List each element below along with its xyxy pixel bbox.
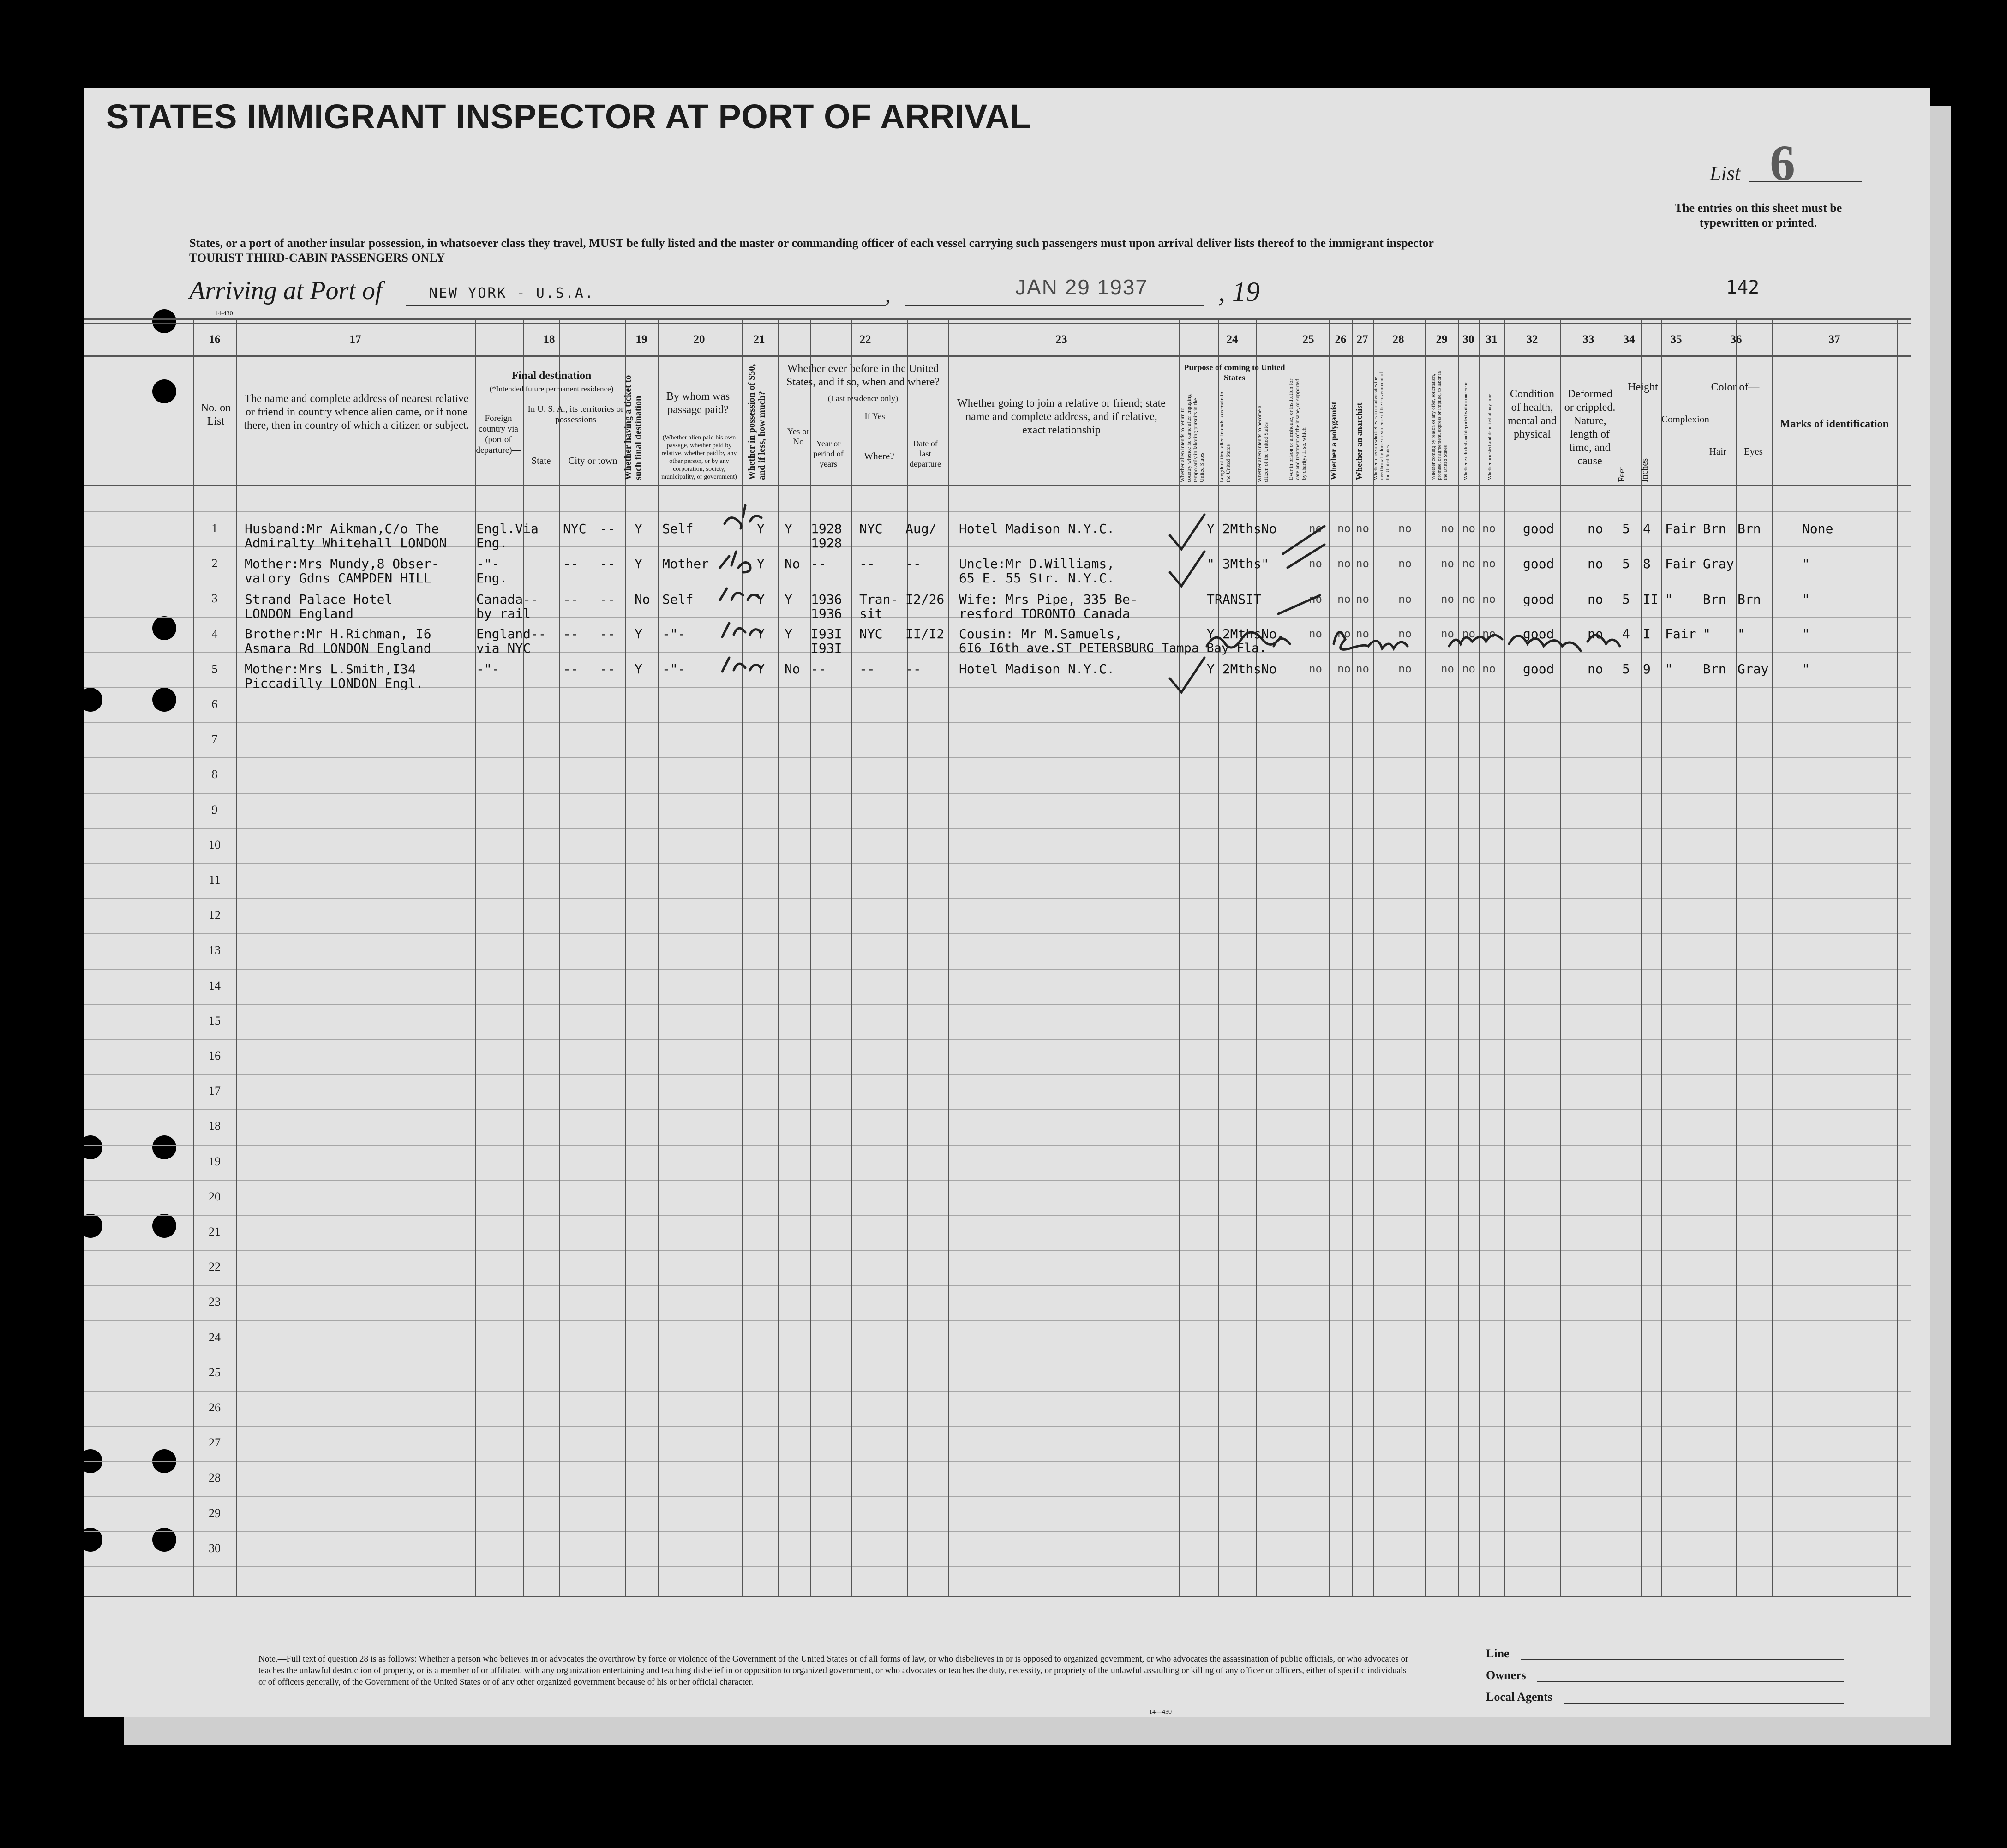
- header-feet: Feet: [1617, 466, 1627, 482]
- entries-note: The entries on this sheet must be typewritten or printed.: [1674, 201, 1842, 229]
- port-label: Arriving at Port of: [189, 276, 383, 305]
- q29-cell: no: [1441, 627, 1454, 640]
- foreign-country-line-2: Eng.: [476, 570, 508, 586]
- condition-cell: good: [1523, 556, 1554, 571]
- column-number: 18: [543, 333, 555, 346]
- header-no-on-list: No. on List: [200, 402, 231, 427]
- header-purpose: Purpose of coming to United States: [1184, 363, 1285, 382]
- row-number: 30: [209, 1542, 221, 1555]
- ticket-cell: No: [635, 592, 650, 607]
- ticket-cell: Y: [635, 521, 642, 536]
- state-cell: --: [563, 592, 579, 607]
- row-number: 10: [209, 838, 221, 852]
- passage-cell: Mother: [662, 556, 709, 571]
- year-cell-line-2: I93I: [811, 641, 842, 656]
- header-purpose-length: Length of time alien intends to remain in the United States: [1218, 391, 1231, 482]
- departure-cell: --: [905, 661, 921, 677]
- ticket-cell: Y: [635, 626, 642, 642]
- row-number: 9: [211, 803, 218, 816]
- relative-line-2: LONDON England: [245, 606, 354, 621]
- feet-cell: 5: [1622, 521, 1630, 536]
- column-number: 23: [1055, 333, 1067, 346]
- q29-cell: no: [1441, 593, 1454, 606]
- check-mark: [1170, 552, 1204, 586]
- header-prison: Ever in prison or almshouse, or institution for care and treatment of the insane, or supported by charity? If so, which: [1288, 378, 1307, 480]
- handwritten-address: [1588, 635, 1620, 646]
- deformed-cell: no: [1588, 661, 1603, 677]
- state-cell: NYC: [563, 521, 587, 536]
- q30-cell: no: [1462, 627, 1475, 640]
- purpose-cell: " 3Mths": [1207, 556, 1269, 571]
- header-eyes: Eyes: [1744, 446, 1763, 457]
- handwritten-address: [1449, 635, 1581, 651]
- fifty-cell: Y: [757, 661, 765, 677]
- q31-cell: no: [1482, 522, 1496, 535]
- year-cell: --: [811, 661, 827, 677]
- row-number: 24: [209, 1331, 221, 1344]
- row-number: 23: [209, 1295, 221, 1308]
- column-number: 25: [1302, 333, 1314, 346]
- join-line-2: 6I6 I6th ave.ST PETERSBURG Tampa Bay Fla.: [959, 641, 1267, 655]
- inches-cell: 9: [1643, 661, 1651, 677]
- condition-cell: good: [1523, 626, 1554, 642]
- check-mark: [1170, 658, 1204, 692]
- q31-cell: no: [1482, 627, 1496, 640]
- q27-cell: no: [1356, 662, 1369, 675]
- header-city: City or town: [568, 455, 617, 466]
- header-question-31: Whether arrested and deported at any time: [1487, 394, 1492, 480]
- header-relative: The name and complete address of nearest relative or friend in country whence alien came, or if none there, then in country of which a citizen or subject.: [244, 393, 469, 432]
- deformed-cell: no: [1588, 592, 1603, 607]
- complexion-cell: Fair: [1665, 521, 1696, 536]
- q27-cell: no: [1356, 522, 1369, 535]
- inches-cell: I: [1643, 626, 1651, 642]
- join-line-1: Wife: Mrs Pipe, 335 Be-: [959, 592, 1138, 607]
- header-before-note: (Last residence only): [828, 394, 898, 403]
- fifty-cell: Y: [757, 626, 765, 642]
- q25-cell: no: [1309, 662, 1322, 675]
- header-foreign-country: Foreign country via (port of departure)—: [476, 414, 521, 455]
- before-yes-no-cell: No: [785, 556, 800, 571]
- relative-line-2: Asmara Rd LONDON England: [245, 641, 431, 656]
- inches-cell: 4: [1643, 521, 1651, 536]
- foreign-country: -"-: [476, 556, 500, 571]
- hair-cell: Brn: [1703, 521, 1726, 536]
- where-cell: NYC: [859, 521, 883, 536]
- row-number: 13: [209, 943, 221, 957]
- join-line-1: Hotel Madison N.Y.C.: [959, 661, 1115, 677]
- owners-underline: [1537, 1681, 1844, 1682]
- q28-cell: no: [1398, 627, 1412, 640]
- column-number: 27: [1356, 333, 1368, 346]
- marks-cell: ": [1802, 661, 1810, 677]
- header-question-29: Whether coming by reason of any offer, solicitation, promise, or agreement, express or implied, to labor in the United States: [1431, 371, 1448, 480]
- column-number: 29: [1436, 333, 1448, 346]
- year-cell-line-2: 1928: [811, 535, 842, 551]
- column-number: 22: [859, 333, 871, 346]
- condition-cell: good: [1523, 521, 1554, 536]
- departure-cell: --: [905, 556, 921, 571]
- header-if-yes: If Yes—: [864, 412, 894, 421]
- footnote-question-28: Note.—Full text of question 28 is as follows: Whether a person who believes in or advocates the overthrow by force or violence of the Government of the United States or of all forms of law, or who disbelieves in or is opposed to organized government, or who advocates the assassination of public officials, or who advocates or teaches the unlawful destruction of property, or is a member of or affiliated with any organization entertaining and teaching disbelief in or opposition to organized government, or who advocates or teaches the duty, necessity, or propriety of the unlawful assaulting or killing of any officer or officers, either of specific individuals or of officers generally, of the Government of the United States or of any other organized government because of his or her official character.: [258, 1654, 1408, 1687]
- column-number: 35: [1670, 333, 1682, 346]
- q25-cell: no: [1309, 593, 1322, 606]
- q28-cell: no: [1398, 522, 1412, 535]
- before-yes-no-cell: No: [785, 661, 800, 677]
- deformed-cell: no: [1588, 556, 1603, 571]
- foreign-country-line-2: Eng.: [476, 535, 508, 551]
- join-line-2: 65 E. 55 Str. N.Y.C.: [959, 570, 1115, 586]
- row-number: 4: [211, 627, 218, 641]
- relative-line-1: Mother:Mrs Mundy,8 Obser-: [245, 556, 439, 571]
- city-cell: --: [600, 556, 616, 571]
- q25-cell: no: [1309, 557, 1322, 570]
- pen-mark: [720, 588, 759, 600]
- subtitle: States, or a port of another insular possession, in whatsoever class they travel, MUST be fully listed and the master or commanding officer of each vessel carrying such passengers must upon arrival deliver lists thereof to the immigrant inspector: [189, 236, 1434, 250]
- header-inches: Inches: [1640, 458, 1650, 482]
- q28-cell: no: [1398, 593, 1412, 606]
- row-number: 25: [209, 1366, 221, 1379]
- row-number: 21: [209, 1225, 221, 1238]
- page-number: 142: [1726, 277, 1760, 298]
- relative-line-1: Brother:Mr H.Richman, I6: [245, 626, 431, 642]
- marks-cell: None: [1802, 521, 1833, 536]
- relative-line-2: Piccadilly LONDON Engl.: [245, 676, 424, 691]
- header-passage: By whom was passage paid?: [666, 390, 730, 416]
- local-agents-underline: [1564, 1703, 1844, 1704]
- row-number: 1: [211, 522, 218, 535]
- feet-cell: 5: [1622, 556, 1630, 571]
- where-cell-line-2: sit: [859, 606, 883, 621]
- inches-cell: II: [1643, 592, 1659, 607]
- where-cell: NYC: [859, 626, 883, 642]
- header-yes-no: Yes or No: [787, 427, 810, 447]
- row-number: 16: [209, 1049, 221, 1062]
- hair-cell: ": [1703, 626, 1711, 642]
- feet-cell: 5: [1622, 661, 1630, 677]
- q31-cell: no: [1482, 662, 1496, 675]
- departure-cell: I2/26: [905, 592, 945, 607]
- row-number: 7: [211, 732, 218, 746]
- q30-cell: no: [1462, 593, 1475, 606]
- strike-mark: [1278, 526, 1324, 614]
- header-purpose-return: Whether alien intends to return to country whence he came after engaging temporarily in laboring pursuits in the United States: [1179, 394, 1205, 482]
- foreign-country-line-2: via NYC: [476, 641, 531, 656]
- relative-line-1: Husband:Mr Aikman,C/o The: [245, 521, 439, 536]
- passage-cell: -"-: [662, 626, 686, 642]
- pen-mark: [722, 623, 761, 637]
- passage-cell: Self: [662, 521, 694, 536]
- q29-cell: no: [1441, 662, 1454, 675]
- header-year-period: Year or period of years: [813, 439, 844, 468]
- q26-cell: no: [1337, 627, 1351, 640]
- where-cell: --: [859, 661, 875, 677]
- check-mark: [1170, 515, 1204, 549]
- relative-line-1: Mother:Mrs L.Smith,I34: [245, 661, 416, 677]
- header-condition: Condition of health, mental and physical: [1508, 388, 1557, 440]
- header-color-of: Color of—: [1711, 381, 1760, 393]
- q26-cell: no: [1337, 557, 1351, 570]
- ticket-cell: Y: [635, 661, 642, 677]
- hair-cell: Brn: [1703, 592, 1726, 607]
- header-passage-note: (Whether alien paid his own passage, whether paid by relative, whether paid by any other person, or by any corporation, society, municipality, or government): [661, 434, 737, 480]
- purpose-cell: Y 2MthsNo: [1207, 661, 1277, 677]
- hair-cell: Brn: [1703, 661, 1726, 677]
- year-prefix: , 19: [1218, 276, 1260, 307]
- footer-form-number: 14—430: [1149, 1709, 1172, 1716]
- header-before-us: Whether ever before in the United States, and if so, when and where?: [786, 363, 940, 388]
- inches-cell: 8: [1643, 556, 1651, 571]
- q25-cell: no: [1309, 522, 1322, 535]
- eyes-cell: Gray: [1737, 661, 1769, 677]
- join-line-1: Hotel Madison N.Y.C.: [959, 521, 1115, 536]
- header-anarchist: Whether an anarchist: [1354, 402, 1364, 480]
- purpose-cell: TRANSIT: [1207, 592, 1262, 607]
- column-number: 33: [1582, 333, 1594, 346]
- q29-cell: no: [1441, 557, 1454, 570]
- row-number: 14: [209, 979, 221, 992]
- row-number: 26: [209, 1401, 221, 1414]
- departure-cell: II/I2: [905, 626, 945, 642]
- page-title: STATES IMMIGRANT INSPECTOR AT PORT OF ARRIVAL: [106, 97, 1031, 136]
- q30-cell: no: [1462, 557, 1475, 570]
- ticket-cell: Y: [635, 556, 642, 571]
- header-complexion: Complexion: [1661, 414, 1709, 425]
- foreign-country: -"-: [476, 661, 500, 677]
- row-number: 18: [209, 1119, 221, 1133]
- q27-cell: no: [1356, 593, 1369, 606]
- column-number: 21: [753, 333, 765, 346]
- foreign-country-line-2: by rail: [476, 606, 531, 621]
- column-number: 16: [209, 333, 221, 346]
- handwritten-name: [1334, 632, 1408, 650]
- row-number: 20: [209, 1190, 221, 1203]
- owners-label: Owners: [1486, 1668, 1526, 1682]
- fifty-cell: Y: [757, 521, 765, 536]
- header-where: Where?: [864, 450, 894, 462]
- state-cell: --: [563, 556, 579, 571]
- condition-cell: good: [1523, 592, 1554, 607]
- year-cell: --: [811, 556, 827, 571]
- city-cell: --: [600, 661, 616, 677]
- q25-cell: no: [1309, 627, 1322, 640]
- q29-cell: no: [1441, 522, 1454, 535]
- complexion-cell: Fair: [1665, 626, 1696, 642]
- eyes-cell: Brn: [1737, 592, 1761, 607]
- deformed-cell: no: [1588, 626, 1603, 642]
- pen-mark: [720, 552, 750, 572]
- passage-cell: Self: [662, 592, 694, 607]
- column-number: 19: [635, 333, 647, 346]
- fifty-cell: Y: [757, 556, 765, 571]
- city-cell: --: [600, 521, 616, 536]
- state-cell: --: [563, 661, 579, 677]
- complexion-cell: ": [1665, 592, 1673, 607]
- pen-mark: [725, 505, 761, 528]
- column-number: 28: [1392, 333, 1404, 346]
- header-join: Whether going to join a relative or friend; state name and complete address, and if relative, exact relationship: [957, 397, 1166, 436]
- q30-cell: no: [1462, 522, 1475, 535]
- feet-cell: 5: [1622, 592, 1630, 607]
- pen-mark: [722, 658, 761, 672]
- row-number: 17: [209, 1084, 221, 1098]
- join-line-1: Uncle:Mr D.Williams,: [959, 556, 1115, 571]
- row-number: 3: [211, 592, 218, 605]
- handwritten-note: [1207, 632, 1290, 648]
- header-height: Height: [1628, 381, 1658, 393]
- column-number: 37: [1828, 333, 1840, 346]
- before-yes-no-cell: Y: [785, 592, 792, 607]
- row-number: 27: [209, 1436, 221, 1449]
- list-number: 6: [1770, 135, 1795, 191]
- q31-cell: no: [1482, 557, 1496, 570]
- q30-cell: no: [1462, 662, 1475, 675]
- row-number: 29: [209, 1506, 221, 1520]
- column-number: 17: [349, 333, 361, 346]
- q26-cell: no: [1337, 522, 1351, 535]
- join-line-1: Cousin: Mr M.Samuels,: [959, 626, 1123, 642]
- date-stamp: JAN 29 1937: [1015, 275, 1148, 299]
- q27-cell: no: [1356, 627, 1369, 640]
- header-question-28: Whether a person who believes in or advocates the overthrow by force or violence of the Government of the United States: [1373, 372, 1390, 480]
- marks-cell: ": [1802, 592, 1810, 607]
- city-cell: --: [600, 626, 616, 642]
- eyes-cell: Brn: [1737, 521, 1761, 536]
- complexion-cell: ": [1665, 661, 1673, 677]
- list-label: List: [1710, 162, 1741, 185]
- purpose-cell: Y 2MthsNo: [1207, 626, 1277, 642]
- year-cell: 1928: [811, 521, 842, 536]
- passenger-class-line: TOURIST THIRD-CABIN PASSENGERS ONLY: [189, 251, 445, 264]
- departure-cell: Aug/: [905, 521, 937, 536]
- header-ticket: Whether having a ticket to such final destination: [623, 375, 643, 480]
- row-number: 8: [211, 768, 218, 781]
- foreign-country: Canada--: [476, 592, 539, 607]
- line-underline: [1521, 1659, 1844, 1660]
- passage-cell: -"-: [662, 661, 686, 677]
- header-purpose-citizen: Whether alien intends to become a citizen of the United States: [1256, 405, 1269, 482]
- year-cell: 1936: [811, 592, 842, 607]
- relative-line-1: Strand Palace Hotel: [245, 592, 393, 607]
- q26-cell: no: [1337, 662, 1351, 675]
- row-number: 11: [209, 873, 221, 887]
- q28-cell: no: [1398, 557, 1412, 570]
- header-question-30: Whether excluded and deported within one year: [1463, 382, 1468, 480]
- relative-line-2: Admiralty Whitehall LONDON: [245, 535, 447, 551]
- local-agents-label: Local Agents: [1486, 1690, 1552, 1704]
- form-number: 14-430: [215, 310, 233, 317]
- state-cell: --: [563, 626, 579, 642]
- column-number: 20: [693, 333, 705, 346]
- row-number: 19: [209, 1155, 221, 1168]
- row-number: 2: [211, 557, 218, 570]
- deformed-cell: no: [1588, 521, 1603, 536]
- header-polygamist: Whether a polygamist: [1329, 402, 1338, 480]
- q31-cell: no: [1482, 593, 1496, 606]
- eyes-cell: ": [1737, 626, 1745, 642]
- foreign-country: England--: [476, 626, 546, 642]
- column-number: 31: [1486, 333, 1498, 346]
- header-date-departure: Date of last departure: [910, 439, 941, 468]
- before-yes-no-cell: Y: [785, 626, 792, 642]
- purpose-cell: Y 2MthsNo: [1207, 521, 1277, 536]
- header-final-destination-note: (*Intended future permanent residence): [489, 384, 614, 393]
- year-cell-line-2: 1936: [811, 606, 842, 621]
- row-number: 22: [209, 1260, 221, 1273]
- year-cell: I93I: [811, 626, 842, 642]
- header-marks: Marks of identification: [1780, 418, 1889, 430]
- header-deformed: Deformed or crippled. Nature, length of time, and cause: [1564, 388, 1616, 467]
- marks-cell: ": [1802, 556, 1810, 571]
- row-number: 28: [209, 1471, 221, 1484]
- where-cell: --: [859, 556, 875, 571]
- column-number: 24: [1226, 333, 1238, 346]
- feet-cell: 4: [1622, 626, 1630, 642]
- foreign-country: Engl.Via: [476, 521, 539, 536]
- before-yes-no-cell: Y: [785, 521, 792, 536]
- q26-cell: no: [1337, 593, 1351, 606]
- header-hair: Hair: [1709, 446, 1727, 457]
- line-label: Line: [1486, 1647, 1510, 1660]
- city-cell: --: [600, 592, 616, 607]
- row-number: 6: [211, 697, 218, 711]
- where-cell: Tran-: [859, 592, 899, 607]
- complexion-cell: Fair: [1665, 556, 1696, 571]
- column-number: 30: [1462, 333, 1474, 346]
- header-state: State: [531, 455, 551, 466]
- row-number: 5: [211, 662, 218, 676]
- q28-cell: no: [1398, 662, 1412, 675]
- row-number: 15: [209, 1014, 221, 1027]
- q27-cell: no: [1356, 557, 1369, 570]
- header-final-destination: Final destination: [511, 370, 592, 382]
- condition-cell: good: [1523, 661, 1554, 677]
- comma: ,: [885, 283, 891, 306]
- relative-line-2: vatory Gdns CAMPDEN HILL: [245, 570, 431, 586]
- header-in-usa: In U. S. A., its territories or possessions: [527, 404, 624, 425]
- hair-cell: Gray: [1703, 556, 1734, 571]
- header-fifty: Whether in possession of $50, and if less, how much?: [747, 364, 767, 480]
- column-number: 32: [1526, 333, 1538, 346]
- column-number: 34: [1623, 333, 1635, 346]
- port-value: NEW YORK - U.S.A.: [429, 285, 595, 301]
- fifty-cell: Y: [757, 592, 765, 607]
- column-number: 36: [1730, 333, 1742, 346]
- column-number: 26: [1335, 333, 1347, 346]
- row-number: 12: [209, 908, 221, 922]
- join-line-2: resford TORONTO Canada: [959, 606, 1130, 621]
- marks-cell: ": [1802, 626, 1810, 642]
